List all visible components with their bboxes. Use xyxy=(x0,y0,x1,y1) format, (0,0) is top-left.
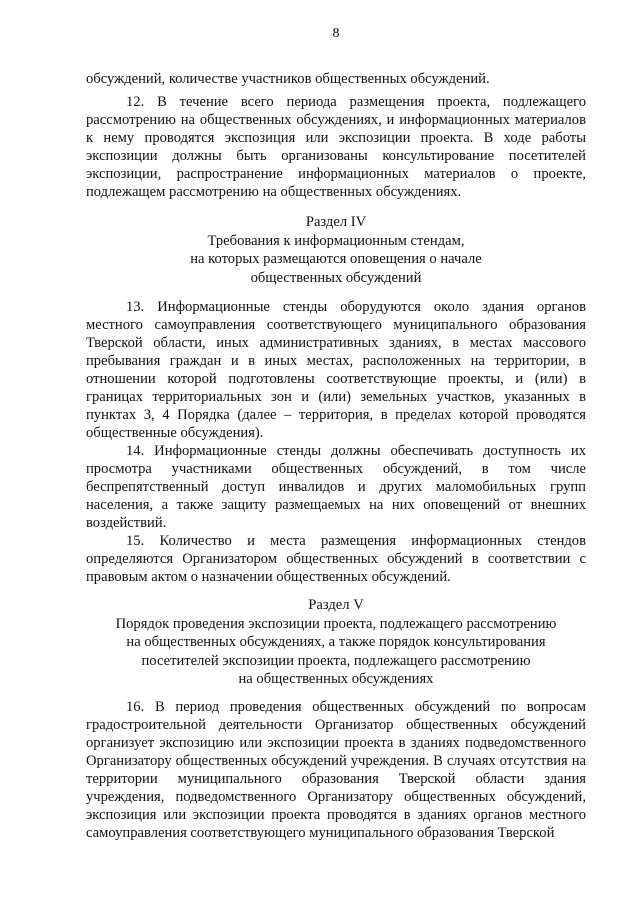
paragraph-15 xyxy=(86,532,586,586)
section-5-title-line: на общественных обсуждениях xyxy=(238,671,434,687)
paragraph-14-text: 14. Информационные стенды должны обеспечивать доступность их просмотра участниками общественных обсуждений, в том числе беспрепятственный доступ инвалидов и других маломобильных групп населения, а также защиту размещаемых на них оповещений от внешних воздействий. xyxy=(86,443,586,531)
paragraph-16 xyxy=(86,698,586,842)
paragraph-15-text: 15. Количество и места размещения информационных стендов определяются Организатором общественных обсуждений в соответствии с правовым актом о назначении общественных обсуждений. xyxy=(86,533,586,585)
section-5-heading: Раздел V xyxy=(308,597,364,613)
section-4-heading: Раздел IV xyxy=(305,214,367,230)
section-4-title-line: общественных обсуждений xyxy=(250,269,422,286)
continuation-text: обсуждений, количестве участников общественных обсуждений. xyxy=(86,71,490,87)
section-4-title-line: на которых размещаются оповещения о начале xyxy=(190,251,482,267)
paragraph-12 xyxy=(86,93,586,201)
paragraph-13-text: 13. Информационные стенды оборудуются около здания органов местного самоуправления соответствующего муниципального образования Тверской области, иных административных зданиях, в местах массового пребывания граждан и в иных местах, расположенных на территории, в отношении которой подготовлены соответствующие проекты, и (или) в границах территориальных зон и (или) земельных участков, указанных в пунктах 3, 4 Порядка (далее – территория, в пределах которой проводятся общественные обсуждения). xyxy=(86,299,586,441)
section-5-title-line: на общественных обсуждениях, а также порядок консультирования xyxy=(126,634,546,650)
paragraph-continuation xyxy=(86,70,586,88)
section-4-header xyxy=(86,213,586,287)
paragraph-12-text: 12. В течение всего периода размещения проекта, подлежащего рассмотрению на общественных обсуждениях, и информационных материалов к нему проводятся экспозиция или экспозиции проекта. В ходе работы экспозиции должны быть организованы консультирование посетителей экспозиции, распространение информационных материалов о проекте, подлежащем рассмотрению на общественных обсуждениях. xyxy=(86,94,586,200)
paragraph-14 xyxy=(86,442,586,532)
paragraph-13 xyxy=(86,298,586,442)
section-5-header xyxy=(86,596,586,689)
section-5-title-line: посетителей экспозиции проекта, подлежащего рассмотрению xyxy=(141,652,531,669)
paragraph-16-text: 16. В период проведения общественных обсуждений по вопросам градостроительной деятельности Организатор общественных обсуждений организует экспозицию или экспозиции проекта в зданиях подведомственного Организатору общественных обсуждений учреждения. В случаях отсутствия на территории муниципального образования Тверской области здания учреждения, подведомственного Организатору общественных обсуждений, экспозиция или экспозиции проекта проводятся в зданиях органов местного самоуправления соответствующего муниципального образования Тверской xyxy=(86,699,586,841)
section-4-title-line: Требования к информационным стендам, xyxy=(207,232,465,249)
page-number: 8 xyxy=(332,26,340,41)
section-5-title-line: Порядок проведения экспозиции проекта, подлежащего рассмотрению xyxy=(115,615,557,632)
